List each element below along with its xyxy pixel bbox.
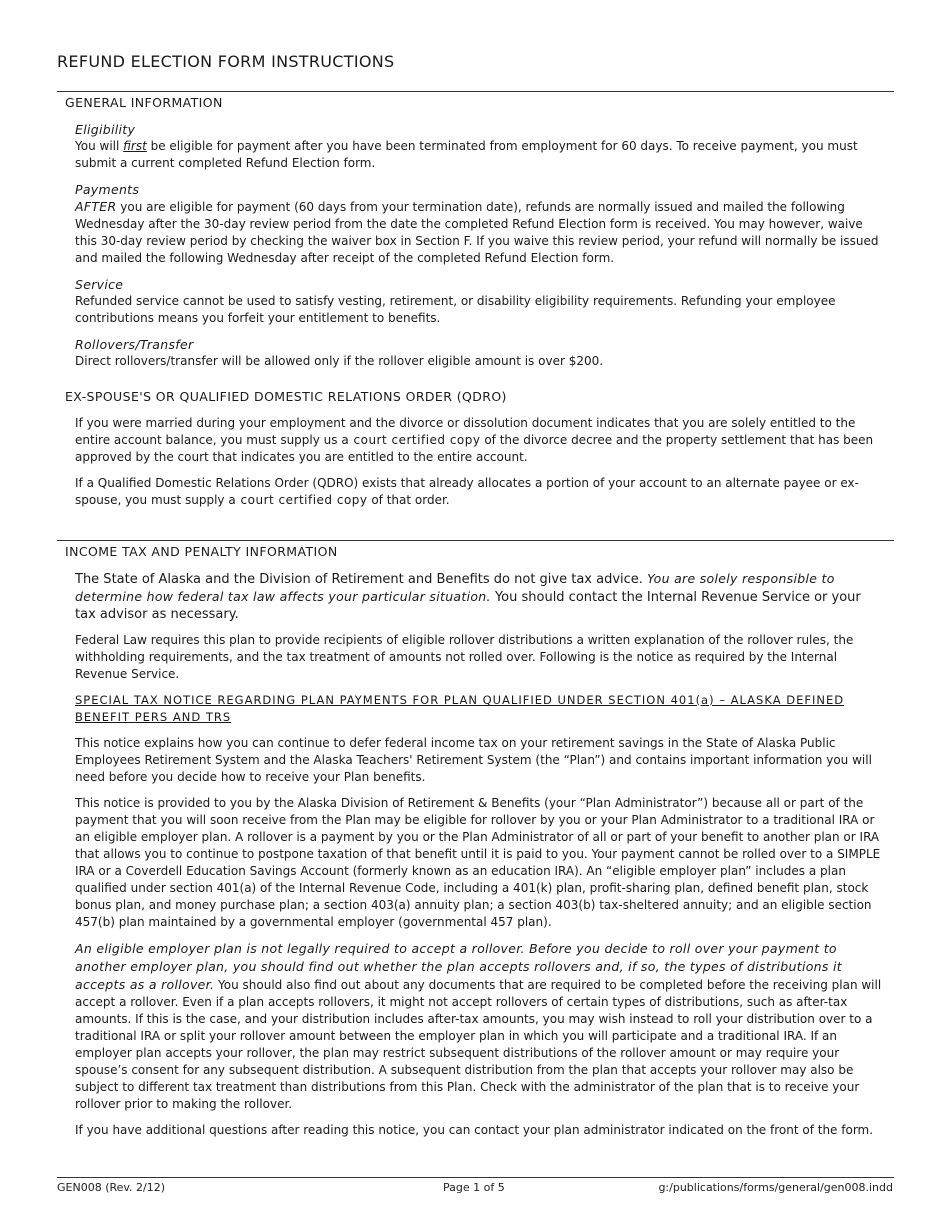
eligibility-subsection	[75, 121, 885, 172]
qdro-p2-pre: If a Qualified Domestic Relations Order (QDRO) exists that already allocates a portion of your account to an alternate payee or ex-spouse, you must supply	[75, 476, 859, 507]
rollovers-subsection	[75, 336, 885, 370]
payments-subsection	[75, 181, 885, 267]
general-information-body	[75, 121, 885, 370]
payments-emphasis: AFTER	[75, 199, 117, 214]
notice-p3-post: You should also find out about any documents that are required to be completed before the receiving plan will accept a rollover. Even if a plan accepts rollovers, it might not accept rollovers of certain types of distributions, such as after-tax amounts. If this is the case, and your distribution includes after-tax amounts, you may wish instead to roll your distribution over to a traditional IRA or split your rollover amount between the employer plan in which you will participate and a traditional IRA. If an employer plan accepts your rollover, the plan may restrict subsequent distributions of the rollover amount or may require your spouse’s consent for any subsequent distribution. A subsequent distribution from the plan that accepts your rollover may also be subject to different tax treatment than distributions from this Plan. Check with the administrator of the plan that is to receive your rollover prior to making the rollover.	[75, 978, 882, 1111]
payments-label: Payments	[75, 182, 140, 197]
section-divider	[57, 91, 894, 92]
special-tax-notice-title: SPECIAL TAX NOTICE REGARDING PLAN PAYMENTS FOR PLAN QUALIFIED UNDER SECTION 401(a) – ALASKA DEFINED BENEFIT PERS AND TRS	[75, 693, 845, 724]
section-heading-tax: INCOME TAX AND PENALTY INFORMATION	[65, 544, 338, 559]
eligibility-text	[75, 138, 885, 172]
qdro-p2-post: of that order.	[367, 493, 450, 507]
qdro-paragraph-2	[75, 475, 885, 509]
tax-body	[75, 570, 885, 1139]
payments-text	[75, 198, 885, 267]
tax-intro-pre: The State of Alaska and the Division of Retirement and Benefits do not give tax advice.	[75, 572, 648, 587]
qdro-body	[75, 415, 885, 509]
service-text: Refunded service cannot be used to satisfy vesting, retirement, or disability eligibility requirements. Refunding your employee contributions means you forfeit your entitlement to benefits.	[75, 294, 836, 325]
section-divider	[57, 540, 894, 541]
notice-paragraph-2: This notice is provided to you by the Alaska Division of Retirement & Benefits (your “Plan Administrator”) because all or part of the payment that you will soon receive from the Plan may be eligible for rollover by you or your Plan Administrator to a traditional IRA or an eligible employer plan. A rollover is a payment by you or the Plan Administrator of all or part of your benefit to another plan or IRA that allows you to continue to postpone taxation of that benefit until it is paid to you. Your payment cannot be rolled over to a SIMPLE IRA or a Coverdell Education Savings Account (formerly known as an education IRA). An “eligible employer plan” includes a plan qualified under section 401(a) of the Internal Revenue Code, including a 401(k) plan, profit-sharing plan, defined benefit plan, stock bonus plan, and money purchase plan; a section 403(a) annuity plan; a section 403(b) tax-sheltered annuity; and an eligible section 457(b) plan maintained by a governmental employer (governmental 457 plan).	[75, 796, 881, 929]
form-identifier: GEN008 (Rev. 2/12)	[57, 1181, 166, 1194]
tax-intro-post: You should contact the Internal Revenue Service or your tax advisor as necessary.	[75, 590, 861, 622]
qdro-paragraph-1	[75, 415, 885, 466]
notice-paragraph-3	[75, 940, 885, 1113]
rollovers-label: Rollovers/Transfer	[75, 337, 194, 352]
qdro-p2-emphasis: a court certified copy	[228, 493, 368, 507]
notice-paragraph-4: If you have additional questions after reading this notice, you can contact your plan administrator indicated on the front of the form.	[75, 1123, 874, 1137]
footer-divider	[57, 1177, 894, 1178]
tax-intro	[75, 570, 885, 623]
notice-paragraph-1: This notice explains how you can continue to defer federal income tax on your retirement savings in the State of Alaska Public Employees Retirement System and the Alaska Teachers' Retirement System (the “Plan”) and contains important information you will need before you decide how to receive your Plan benefits.	[75, 736, 872, 784]
qdro-p1-emphasis: a court certified copy	[341, 433, 481, 447]
section-heading-general: GENERAL INFORMATION	[65, 95, 223, 110]
eligibility-text-post: be eligible for payment after you have been terminated from employment for 60 days. To receive payment, you must submit a current completed Refund Election form.	[75, 139, 858, 170]
section-heading-qdro: EX-SPOUSE'S OR QUALIFIED DOMESTIC RELATIONS ORDER (QDRO)	[65, 389, 507, 404]
eligibility-text-pre: You will	[75, 139, 124, 153]
service-label: Service	[75, 277, 124, 292]
federal-law-paragraph: Federal Law requires this plan to provide recipients of eligible rollover distributions a written explanation of the rollover rules, the withholding requirements, and the tax treatment of amounts not rolled over. Following is the notice as required by the Internal Revenue Service.	[75, 633, 854, 681]
eligibility-emphasis: first	[123, 139, 147, 153]
qdro-p1-pre: If you were married during your employment and the divorce or dissolution document indicates that you are solely entitled to the entire account balance, you must supply us	[75, 416, 856, 447]
eligibility-label: Eligibility	[75, 122, 136, 137]
document-title: REFUND ELECTION FORM INSTRUCTIONS	[57, 52, 395, 71]
qdro-p1-post: of the divorce decree and the property settlement that has been approved by the court that indicates you are entitled to the entire account.	[75, 433, 874, 464]
rollovers-text: Direct rollovers/transfer will be allowed only if the rollover eligible amount is over $200.	[75, 354, 604, 368]
payments-text-post: you are eligible for payment (60 days from your termination date), refunds are normally issued and mailed the following Wednesday after the 30-day review period from the date the completed Refund Election form is received. You may however, waive this 30-day review period by checking the waiver box in Section F. If you waive this review period, your refund will normally be issued and mailed the following Wednesday after receipt of the completed Refund Election form.	[75, 200, 879, 265]
tax-intro-emphasis: You are solely responsible to determine how federal tax law affects your particular situation.	[75, 571, 835, 604]
file-path: g:/publications/forms/general/gen008.indd	[658, 1181, 893, 1194]
page-number: Page 1 of 5	[443, 1181, 505, 1194]
service-subsection	[75, 276, 885, 327]
notice-p3-emphasis: An eligible employer plan is not legally required to accept a rollover. Before you decide to roll over your payment to another employer plan, you should find out whether the plan accepts rollovers and, if so, the types of distributions it accepts as a rollover.	[75, 941, 842, 992]
